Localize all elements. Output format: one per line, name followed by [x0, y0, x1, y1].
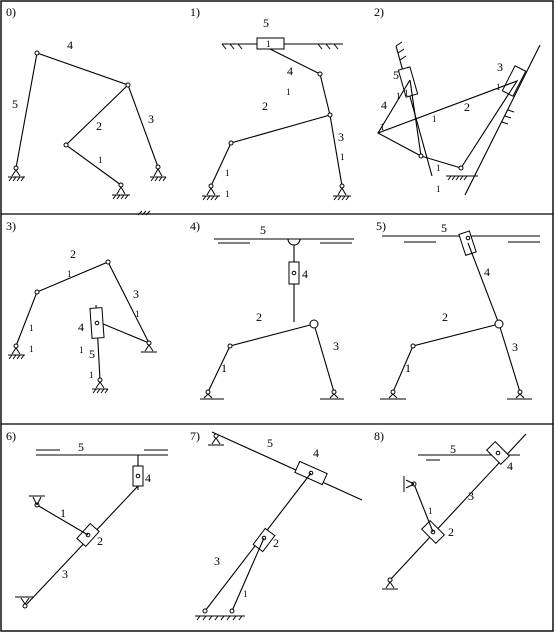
slider-block	[459, 231, 476, 255]
panel-title: 6)	[6, 429, 16, 443]
link-label-5: 5	[441, 221, 447, 235]
link-label-3: 3	[333, 339, 339, 353]
link-label-5: 5	[260, 223, 266, 237]
link-label-2: 2	[448, 525, 454, 539]
panel-title: 4)	[190, 219, 200, 233]
link-label-2: 2	[464, 100, 470, 114]
link-label-3: 3	[497, 60, 503, 74]
ground-support-icon	[92, 378, 108, 393]
mark: 1	[286, 87, 291, 97]
ground-support-icon	[333, 184, 351, 200]
panel-8	[374, 429, 526, 589]
panel-5	[376, 219, 540, 399]
panel-2	[374, 5, 540, 195]
mark: 1	[135, 309, 140, 319]
slider-mark: 1	[266, 39, 271, 49]
panel-3	[6, 219, 157, 393]
link-label-4: 4	[145, 471, 151, 485]
link-label-1: 1	[225, 168, 230, 178]
panel-6	[6, 429, 168, 608]
ground-support-icon	[320, 390, 344, 399]
link-label-2: 2	[273, 536, 279, 550]
link-label-5: 5	[12, 97, 18, 111]
link-label-3: 3	[214, 554, 220, 568]
link-label-3: 3	[133, 287, 139, 301]
mark: 1	[79, 345, 84, 355]
link-label-3: 3	[62, 567, 68, 581]
link-label-3: 3	[148, 112, 154, 126]
ground-support-icon	[195, 616, 245, 620]
link-label-2: 2	[262, 99, 268, 113]
link-label-1: 1	[221, 361, 227, 375]
link-label-5: 5	[263, 16, 269, 30]
link-label-1: 1	[29, 323, 34, 333]
mark: 1	[340, 152, 345, 162]
ground-support-icon	[202, 184, 220, 200]
ground-support-icon	[8, 344, 25, 359]
link-label-1: 1	[60, 506, 66, 520]
link-label-4: 4	[313, 446, 319, 460]
link-label-2: 2	[442, 310, 448, 324]
ground-support-icon	[200, 390, 224, 399]
panel-title: 5)	[376, 219, 386, 233]
link-label-2: 2	[70, 247, 76, 261]
panel-title: 0)	[6, 5, 16, 19]
ground-support-icon	[141, 341, 157, 352]
link-label-3: 3	[512, 340, 518, 354]
mark: 1	[436, 184, 441, 194]
link-label-4: 4	[484, 265, 490, 279]
mark: 1	[432, 114, 437, 124]
link-label-3: 3	[468, 489, 474, 503]
ground-support-icon	[382, 578, 398, 589]
mark: 1	[396, 91, 401, 101]
panel-title: 2)	[374, 5, 384, 19]
panel-title: 7)	[190, 429, 200, 443]
mark: 1	[496, 82, 501, 92]
link-label-5: 5	[393, 68, 399, 82]
link-label-5: 5	[267, 436, 273, 450]
mark: 1	[67, 269, 72, 279]
link-label-5: 5	[78, 440, 84, 454]
ground-support-icon	[208, 438, 224, 445]
link-label-4: 4	[287, 64, 293, 78]
link-label-3: 3	[338, 130, 344, 144]
link-label-1: 1	[98, 155, 103, 165]
mark: 1	[225, 189, 230, 199]
panel-1	[190, 5, 351, 200]
panel-title: 1)	[190, 5, 200, 19]
panel-4	[190, 219, 354, 399]
panel-title: 3)	[6, 219, 16, 233]
panel-title: 8)	[374, 429, 384, 443]
link-label-5: 5	[450, 442, 456, 456]
ground-support-icon	[112, 183, 130, 199]
mark: 1	[29, 344, 34, 354]
link-label-1: 1	[428, 506, 433, 516]
link-label-2: 2	[96, 119, 102, 133]
mark: 1	[380, 122, 385, 132]
ground-support-icon	[15, 597, 33, 608]
link-label-2: 2	[97, 534, 103, 548]
link-label-2: 2	[256, 310, 262, 324]
link-label-4: 4	[507, 459, 513, 473]
panel-0	[6, 5, 166, 215]
slider-block	[257, 38, 284, 49]
mark: 1	[404, 88, 409, 98]
link-label-4: 4	[67, 38, 73, 52]
link-label-1: 1	[436, 163, 441, 173]
link-label-4: 4	[302, 267, 308, 281]
ground-support-icon	[150, 165, 166, 181]
link-label-4: 4	[78, 320, 84, 334]
panel-7	[190, 429, 362, 620]
link-label-5: 5	[89, 347, 95, 361]
ground-support-icon	[380, 390, 406, 399]
ground-support-icon	[507, 390, 532, 399]
link-label-1: 1	[405, 361, 411, 375]
link-label-1: 1	[243, 589, 248, 599]
mark: 1	[89, 370, 94, 380]
link-label-4: 4	[381, 98, 387, 112]
ground-support-icon	[8, 166, 25, 181]
